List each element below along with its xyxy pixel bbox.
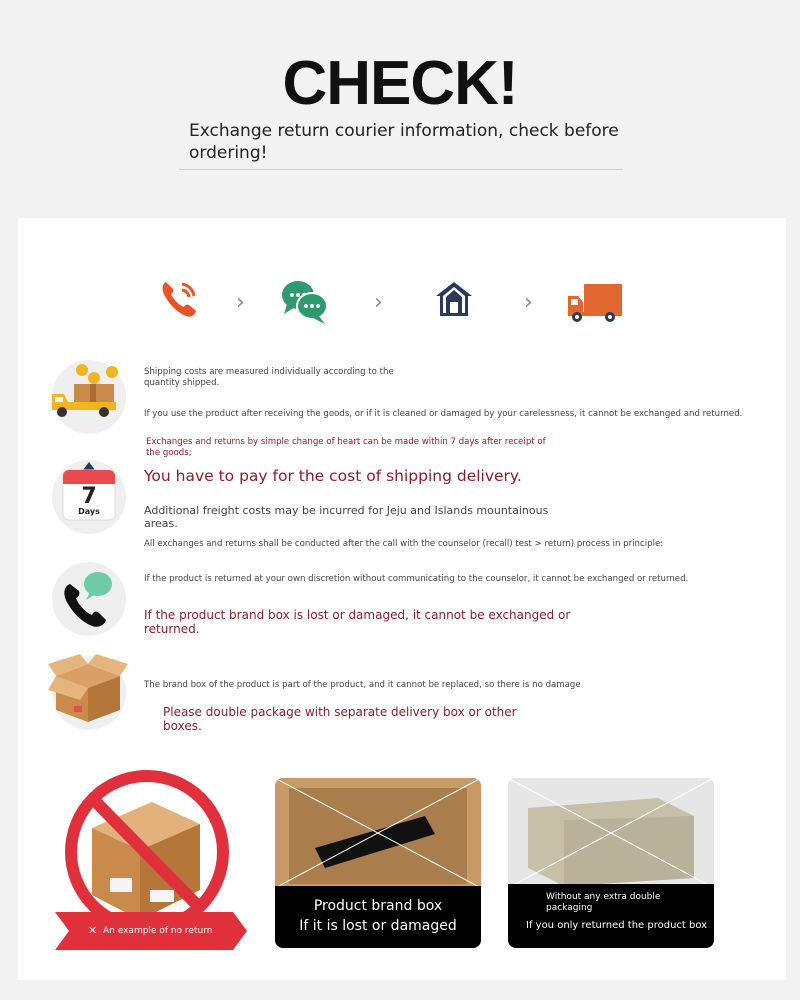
photo3-caption bbox=[508, 884, 714, 948]
notice-seven-days: Exchanges and returns by simple change of heart can be made within 7 days after receipt of the goods; bbox=[146, 437, 546, 458]
calendar-number: 7 bbox=[81, 484, 97, 509]
calendar-label: Days bbox=[78, 507, 100, 516]
notice-counselor: All exchanges and returns shall be conducted after the call with the counselor (recall) test > return) process in principle: bbox=[144, 539, 664, 549]
page-title: CHECK! bbox=[282, 49, 518, 118]
money-truck-icon bbox=[52, 364, 122, 428]
photo2-caption-line2: If it is lost or damaged bbox=[299, 918, 457, 934]
chat-bubbles-icon bbox=[281, 278, 329, 330]
notice-damage: If you use the product after receiving the goods, or if it is cleaned or damaged by your carelessness, it cannot be exchanged and returned. bbox=[144, 409, 743, 419]
notice-brand-box-lost: If the product brand box is lost or damaged, it cannot be exchanged or returned. bbox=[144, 608, 571, 636]
notice-shipping-cost: Shipping costs are measured individually according to the quantity shipped. bbox=[144, 367, 394, 388]
notice-discretion: If the product is returned at your own discretion without communicating to the counselor, it cannot be exchanged or returned. bbox=[144, 574, 689, 584]
phone-call-icon bbox=[60, 570, 116, 636]
house-icon bbox=[434, 280, 474, 322]
header-divider bbox=[179, 169, 623, 170]
photo2-caption bbox=[275, 886, 481, 948]
product-brand-box-photo bbox=[275, 778, 481, 948]
notice-double-package: Please double package with separate delivery box or other boxes. bbox=[163, 705, 517, 733]
notice-pay-shipping: You have to pay for the cost of shipping delivery. bbox=[144, 467, 522, 485]
no-return-label: An example of no return bbox=[103, 926, 213, 936]
page-subtitle: Exchange return courier information, check before ordering! bbox=[189, 121, 619, 163]
notice-freight: Additional freight costs may be incurred for Jeju and Islands mountainous areas. bbox=[144, 504, 549, 530]
phone-icon bbox=[158, 278, 200, 324]
step-separator-2: › bbox=[374, 290, 383, 315]
photo3-caption-line2: If you only returned the product box bbox=[526, 920, 708, 931]
open-box-icon bbox=[48, 654, 128, 728]
photo3-caption-line1: Without any extra double packaging bbox=[546, 892, 661, 913]
x-mark-icon: ✕ bbox=[88, 924, 98, 937]
delivery-truck-icon bbox=[566, 282, 624, 328]
step-separator-1: › bbox=[236, 290, 245, 315]
photo2-caption-line1: Product brand box bbox=[313, 898, 443, 914]
product-box-only-photo bbox=[508, 778, 714, 948]
notice-brand-box-part: The brand box of the product is part of the product, and it cannot be replaced, so there is no damage bbox=[144, 680, 581, 690]
step-separator-3: › bbox=[524, 290, 533, 315]
